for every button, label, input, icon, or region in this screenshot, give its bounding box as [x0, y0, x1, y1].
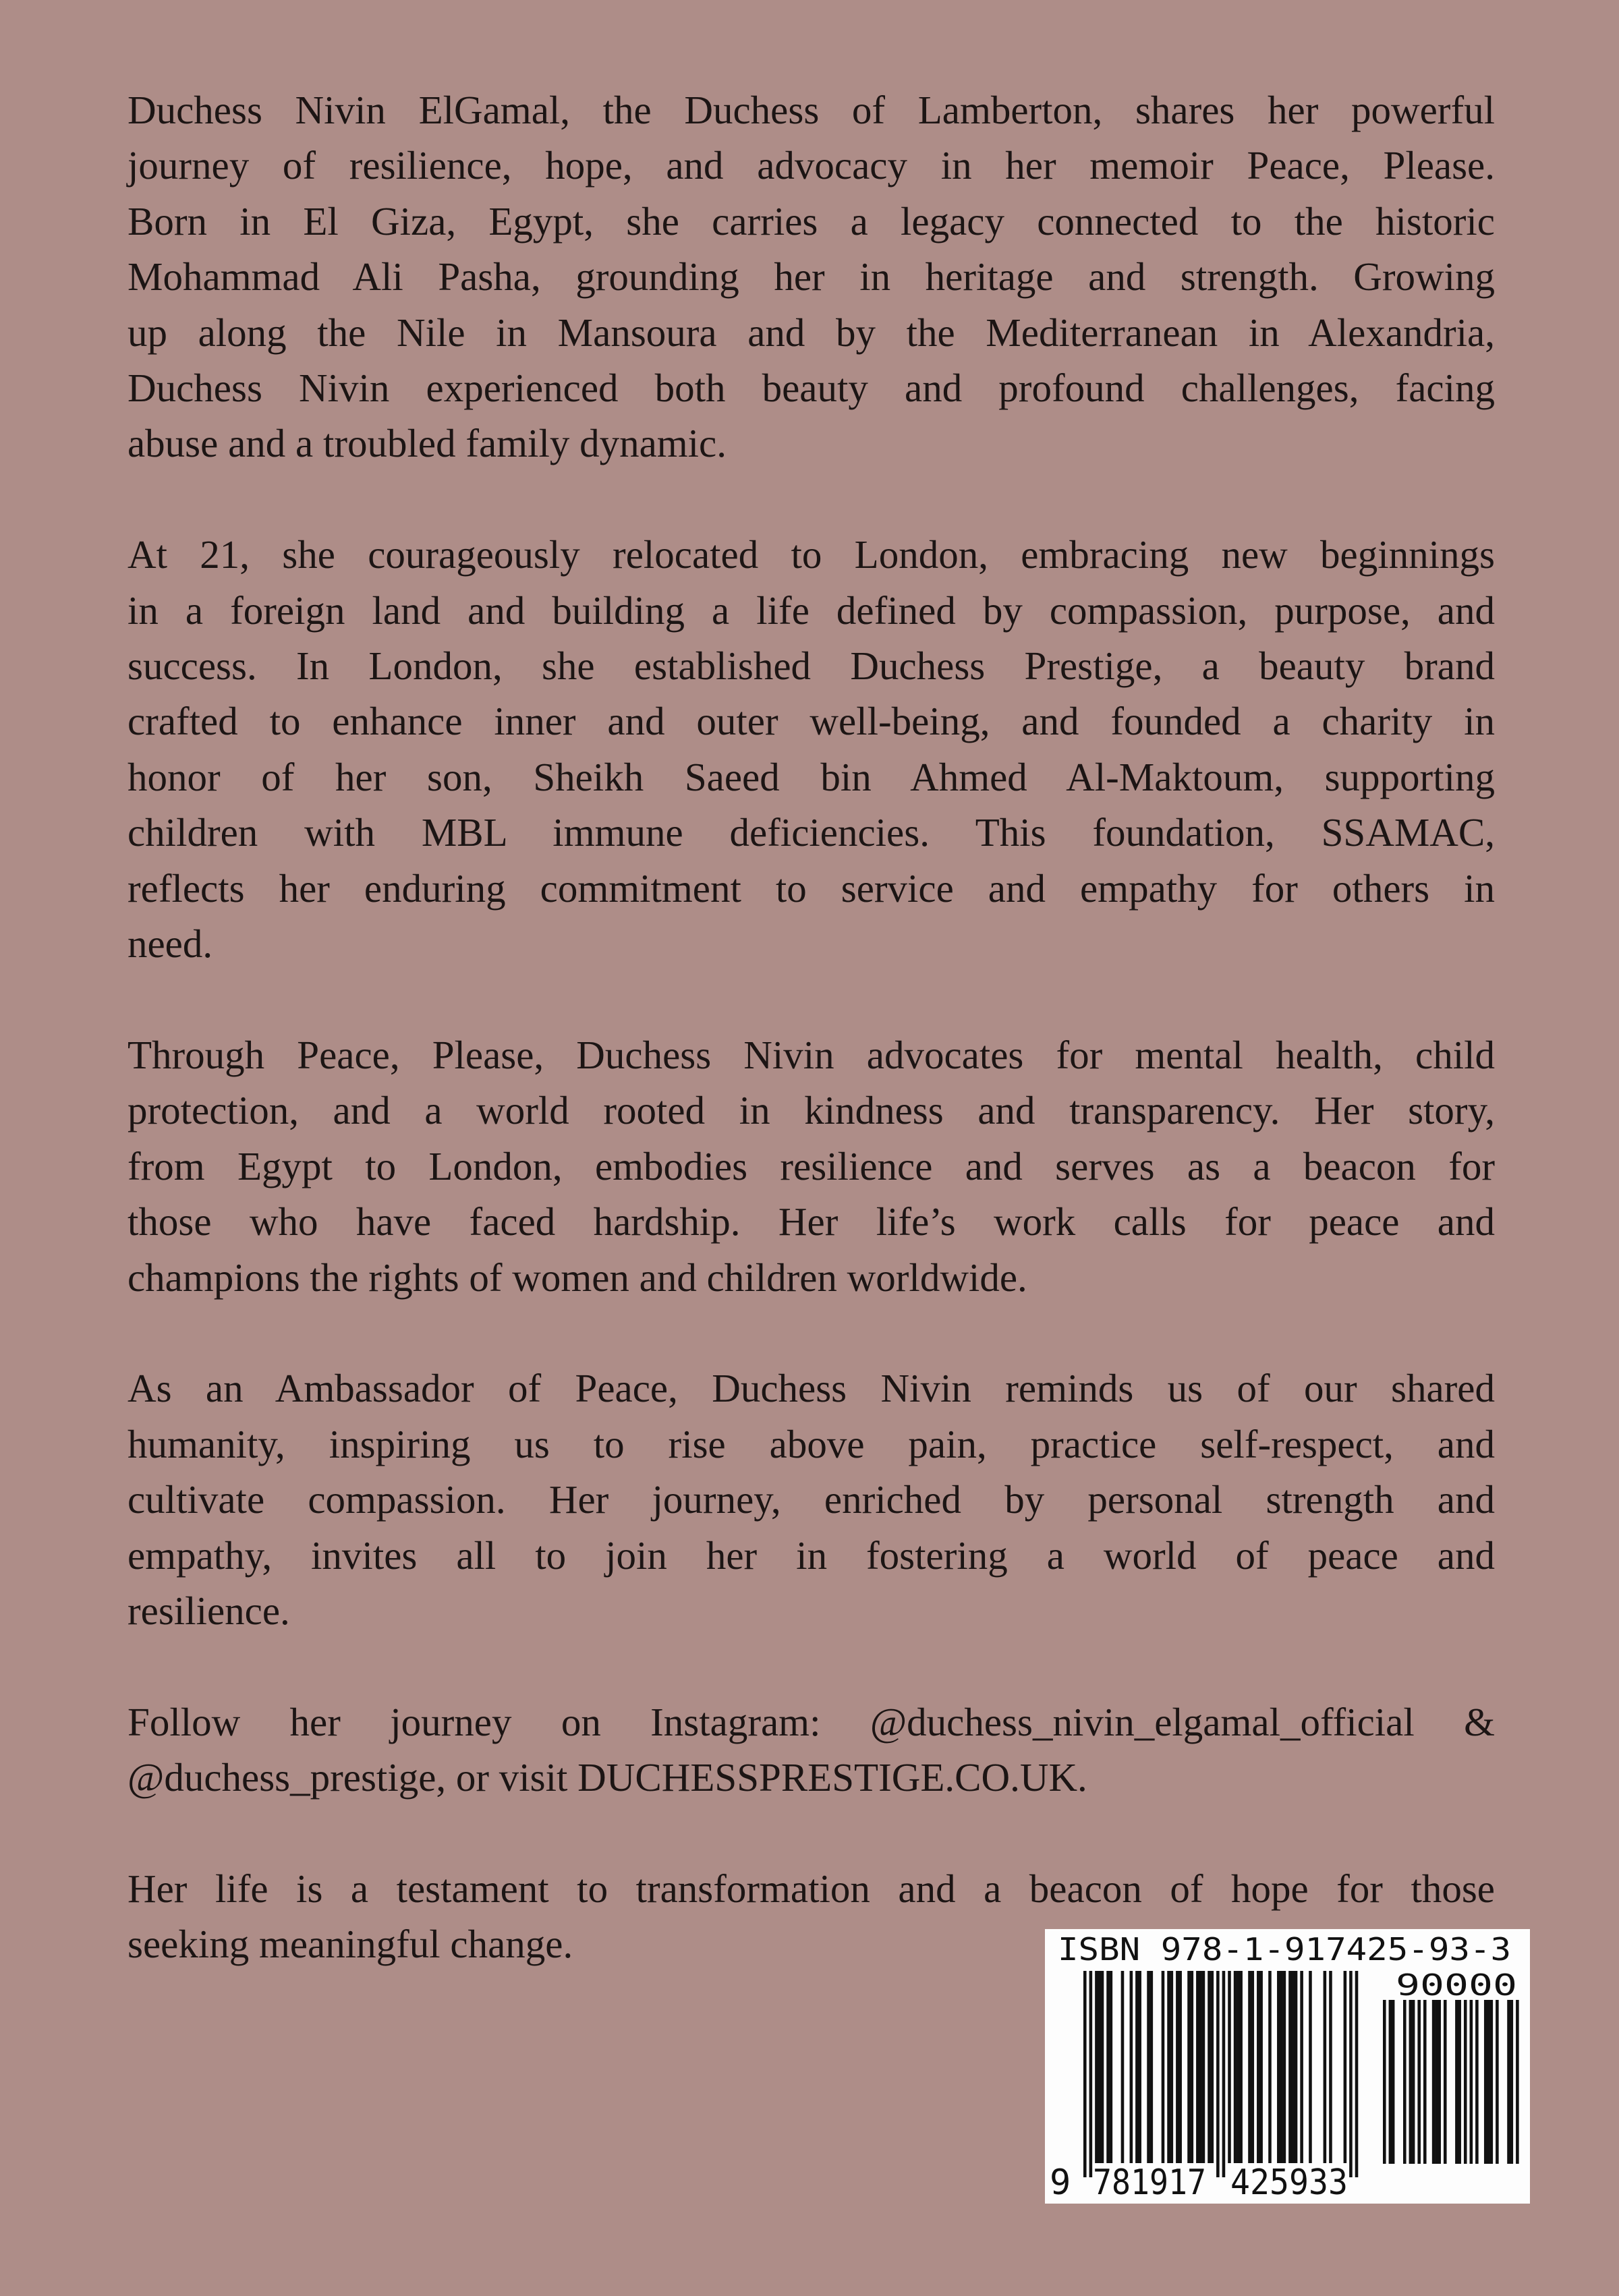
addon-bar [1484, 2000, 1487, 2164]
addon-bar [1417, 2000, 1421, 2164]
barcode-bar [1239, 1971, 1243, 2163]
paragraph [127, 1360, 1495, 1638]
barcode-bar [1121, 1971, 1125, 2163]
barcode-bar [1248, 1971, 1251, 2163]
addon-bar [1409, 2000, 1413, 2164]
barcode-bar [1208, 1971, 1211, 2163]
barcode-bar [1176, 1971, 1179, 2163]
barcode-bar [1110, 1971, 1113, 2163]
barcode-bar [1089, 1971, 1093, 2177]
text-line: in a foreign land and building a life defined by compassion, purpose, and [127, 587, 1495, 633]
text-line: success. In London, she established Duchess Prestige, a beauty brand [127, 643, 1495, 689]
text-line: Mohammad Ali Pasha, grounding her in heritage and strength. Growing [127, 254, 1495, 299]
barcode-bar [1196, 1971, 1199, 2163]
barcode-bar [1344, 1971, 1347, 2163]
text-line: humanity, inspiring us to rise above pain, practice self-respect, and [127, 1421, 1495, 1466]
text-line: seeking meaningful change. [127, 1922, 573, 1967]
barcode-graphic [1045, 1929, 1530, 2204]
text-line: @duchess_prestige, or visit DUCHESSPRESTIGE.CO.UK. [127, 1755, 1087, 1800]
barcode-bar [1211, 1971, 1214, 2163]
addon-bar [1403, 2000, 1407, 2164]
barcode-bar [1288, 1971, 1292, 2163]
text-line: reflects her enduring commitment to service and empathy for others in [127, 865, 1495, 911]
isbn-label: ISBN 978-1-917425-93-3 [1058, 1931, 1511, 1968]
back-cover-blurb [127, 82, 1495, 2028]
addon-bar [1432, 2000, 1436, 2164]
barcode-bar [1216, 1971, 1220, 2177]
barcode-bar [1295, 1971, 1298, 2163]
barcode-bar [1170, 1971, 1174, 2163]
addon-bar [1389, 2000, 1392, 2164]
text-line: champions the rights of women and children worldwide. [127, 1255, 1027, 1300]
addon-bar [1423, 2000, 1427, 2164]
addon-bar [1487, 2000, 1490, 2164]
text-line: As an Ambassador of Peace, Duchess Nivin reminds us of our shared [127, 1366, 1495, 1411]
paragraph [127, 82, 1495, 471]
text-line: empathy, invites all to join her in fostering a world of peace and [127, 1532, 1495, 1578]
paragraph [127, 527, 1495, 971]
addon-bar [1496, 2000, 1499, 2164]
text-line: Duchess Nivin experienced both beauty and profound challenges, facing [127, 366, 1495, 411]
text-line: At 21, she courageously relocated to London, embracing new beginnings [127, 532, 1495, 577]
addon-bar [1438, 2000, 1441, 2164]
barcode-first-digit: 9 [1050, 2162, 1071, 2203]
addon-bar [1383, 2000, 1386, 2164]
barcode-bar [1147, 1971, 1150, 2163]
barcode-bar [1135, 1971, 1139, 2163]
addon-digits: 90000 [1396, 1968, 1517, 2003]
barcode-bar [1228, 1971, 1231, 2163]
barcode-bar [1098, 1971, 1101, 2163]
addon-bar [1470, 2000, 1473, 2164]
text-line: honor of her son, Sheikh Saeed bin Ahmed Al-Maktoum, supporting [127, 754, 1495, 799]
text-line: Her life is a testament to transformation and a beacon of hope for those [127, 1866, 1495, 1911]
barcode-bar [1234, 1971, 1237, 2163]
text-line: Through Peace, Please, Duchess Nivin advocates for mental health, child [127, 1032, 1495, 1077]
barcode-bar [1101, 1971, 1104, 2163]
addon-bar [1458, 2000, 1461, 2164]
barcode-bar [1291, 1971, 1295, 2163]
text-line: from Egypt to London, embodies resilience and serves as a beacon for [127, 1143, 1495, 1188]
barcode-bar [1300, 1971, 1303, 2163]
barcode-bar [1162, 1971, 1165, 2163]
barcode-bar [1191, 1971, 1194, 2163]
barcode-right-digits: 425933 [1230, 2162, 1348, 2203]
barcode-bar [1167, 1971, 1170, 2163]
text-line: those who have faced hardship. Her life’s work calls for peace and [127, 1199, 1495, 1244]
text-line: up along the Nile in Mansoura and by the Mediterranean in Alexandria, [127, 310, 1495, 355]
barcode-bar [1280, 1971, 1283, 2163]
addon-bar [1507, 2000, 1510, 2164]
barcode-bar [1138, 1971, 1141, 2163]
text-line: journey of resilience, hope, and advocacy in her memoir Peace, Please. [127, 143, 1495, 188]
addon-bars [1383, 2000, 1519, 2164]
text-line: children with MBL immune deficiencies. This foundation, SSAMAC, [127, 810, 1495, 855]
addon-bar [1490, 2000, 1494, 2164]
addon-bar [1516, 2000, 1519, 2164]
text-line: cultivate compassion. Her journey, enriched by personal strength and [127, 1477, 1495, 1522]
barcode-bar [1083, 1971, 1087, 2177]
barcode-bar [1283, 1971, 1286, 2163]
barcode-bar [1257, 1971, 1260, 2163]
barcode-bar [1277, 1971, 1280, 2163]
text-line: crafted to enhance inner and outer well-being, and founded a charity in [127, 699, 1495, 744]
text-line: need. [127, 921, 213, 967]
barcode-bar [1329, 1971, 1332, 2163]
barcode-bar [1355, 1971, 1359, 2177]
isbn-barcode [1045, 1929, 1530, 2204]
addon-bar [1412, 2000, 1415, 2164]
barcode-bar [1259, 1971, 1263, 2163]
barcode-bar [1187, 1971, 1191, 2163]
barcode-bar [1130, 1971, 1133, 2163]
barcode-bar [1178, 1971, 1182, 2163]
barcode-bar [1150, 1971, 1154, 2163]
text-line: resilience. [127, 1588, 290, 1633]
barcode-bar [1324, 1971, 1327, 2163]
barcode-bar [1106, 1971, 1110, 2163]
text-line: Duchess Nivin ElGamal, the Duchess of Lamberton, shares her powerful [127, 88, 1495, 132]
text-line: protection, and a world rooted in kindness and transparency. Her story, [127, 1088, 1495, 1133]
text-line: abuse and a troubled family dynamic. [127, 421, 727, 466]
addon-bar [1510, 2000, 1514, 2164]
barcode-bar [1349, 1971, 1353, 2177]
barcode-bar [1199, 1971, 1202, 2163]
text-line: Born in El Giza, Egypt, she carries a legacy connected to the historic [127, 198, 1495, 243]
barcode-left-digits: 781917 [1093, 2162, 1206, 2203]
barcode-bar [1095, 1971, 1098, 2163]
addon-bar [1392, 2000, 1395, 2164]
ean13-bars [1083, 1971, 1358, 2177]
barcode-bar [1251, 1971, 1254, 2163]
barcode-bar [1309, 1971, 1312, 2163]
addon-bar [1435, 2000, 1438, 2164]
paragraph [127, 1027, 1495, 1305]
barcode-bar [1237, 1971, 1240, 2163]
barcode-bar [1202, 1971, 1205, 2163]
addon-bar [1455, 2000, 1458, 2164]
addon-bar [1475, 2000, 1479, 2164]
addon-bar [1444, 2000, 1447, 2164]
barcode-bar [1268, 1971, 1272, 2163]
barcode-bar [1222, 1971, 1226, 2177]
text-line: Follow her journey on Instagram: @duchess_nivin_elgamal_official & [127, 1699, 1495, 1744]
addon-bar [1464, 2000, 1467, 2164]
paragraph [127, 1694, 1495, 1806]
